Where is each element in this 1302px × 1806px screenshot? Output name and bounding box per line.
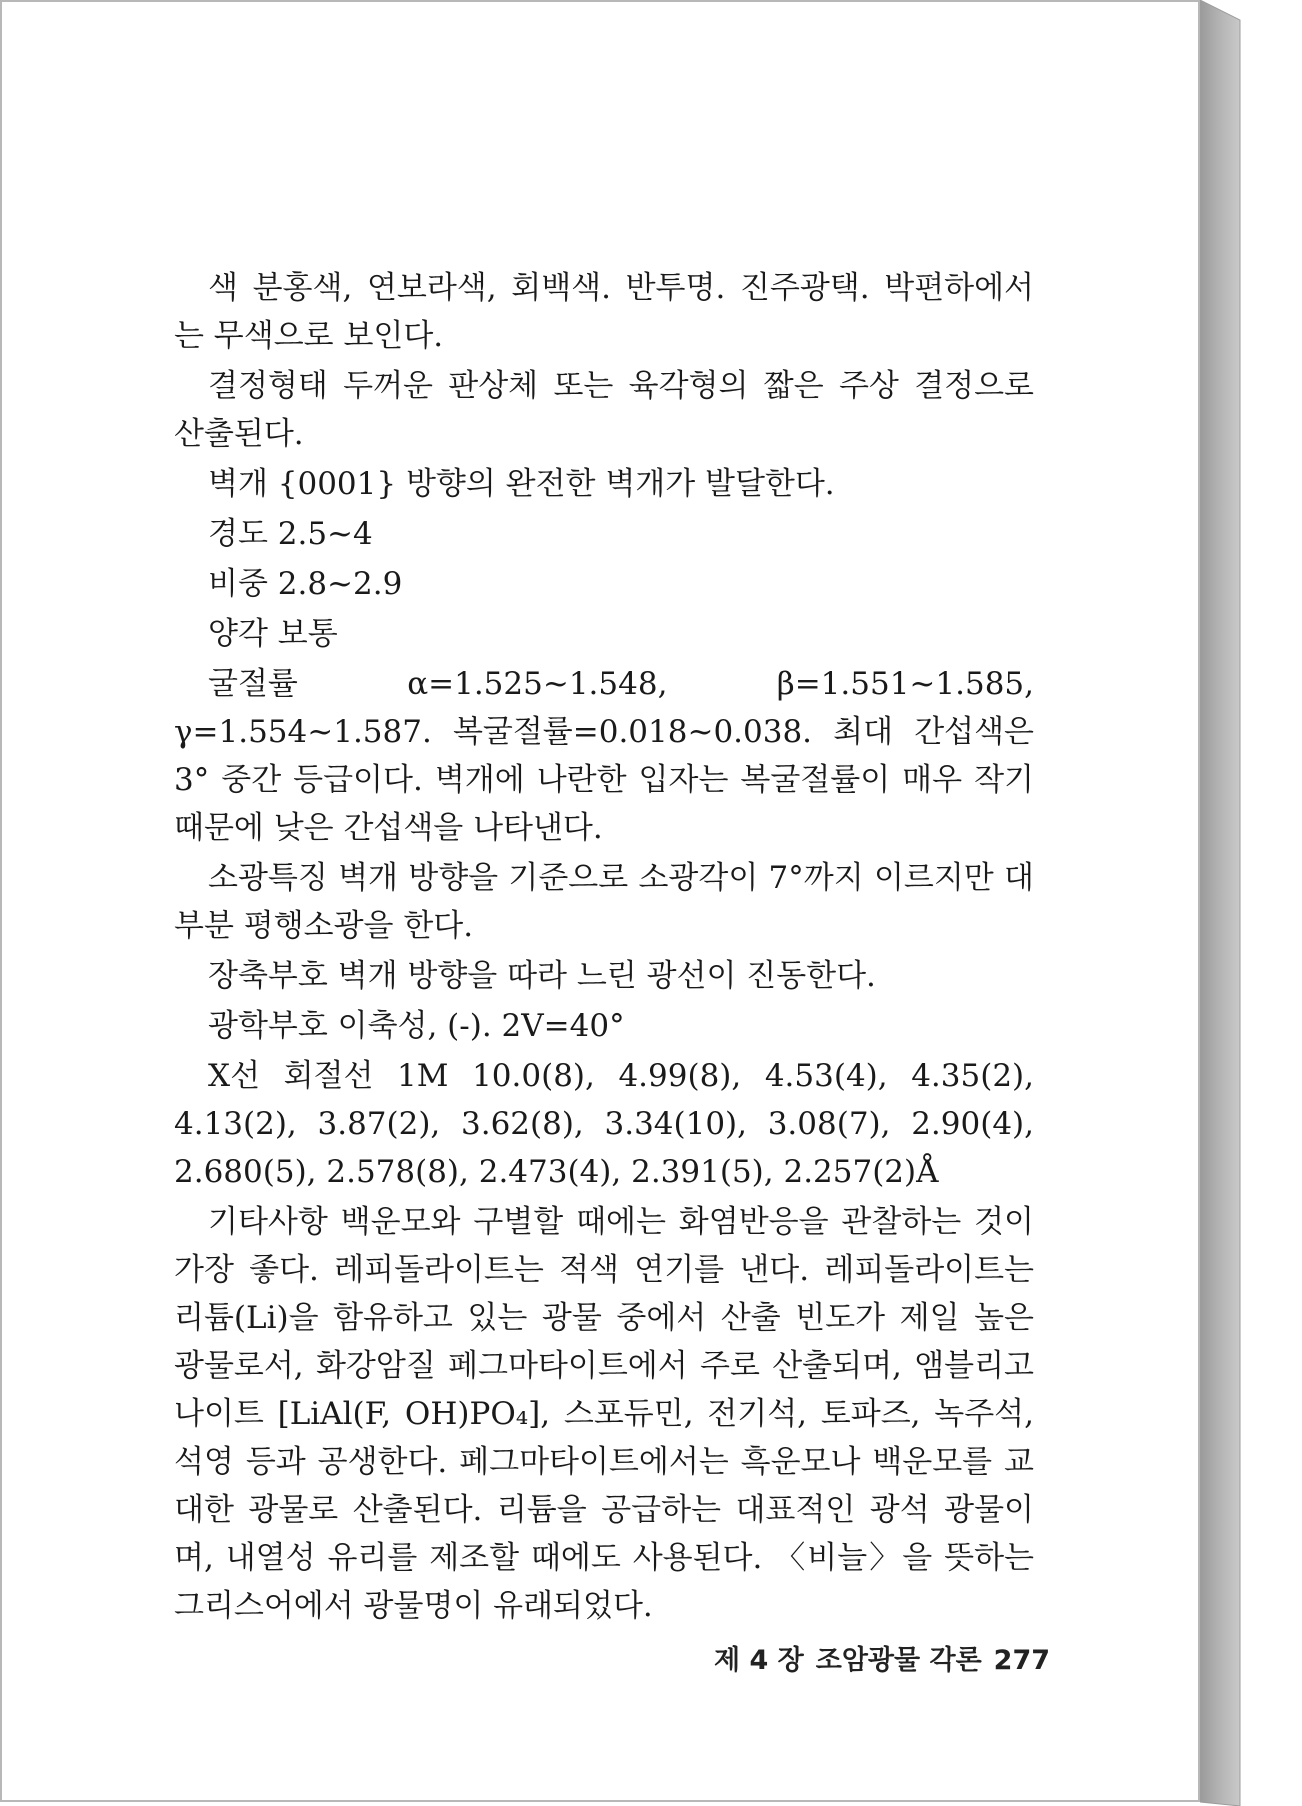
paragraph-specific-gravity: 비중 2.8~2.9 bbox=[208, 566, 403, 602]
footer-title: 조암광물 각론 bbox=[815, 1645, 982, 1676]
footer-chapter: 제 4 장 bbox=[714, 1645, 804, 1676]
paragraph-remarks: 기타사항 백운모와 구별할 때에는 화염반응을 관찰하는 것이 가장 좋다. 레피돌라이트는 적색 연기를 낸다. 레피돌라이트는 리튬(Li)을 함유하고 있는 광물 중에서 산출 빈도가 제일 높은 광물로서, 화강암질 페그마타이트에서 주로 산출되며, 앰블리고나이트 [LiAl(F, OH)PO₄], 스포듀민, 전기석, 토파즈, 녹주석, 석영 등과 공생한다. 페그마타이트에서는 흑운모나 백운모를 교대한 광물로 산출된다. 리튬을 공급하는 대표적인 광석 광물이며, 내열성 유리를 제조할 때에도 사용된다. 〈비늘〉을 뜻하는 그리스어에서 광물명이 유래되었다. bbox=[174, 1204, 1034, 1624]
page-body bbox=[174, 264, 1034, 1632]
paragraph-cleavage: 벽개 {0001} 방향의 완전한 벽개가 발달한다. bbox=[208, 466, 835, 502]
book-spine-edge bbox=[1200, 0, 1302, 1806]
page-number: 277 bbox=[993, 1645, 1051, 1676]
paragraph-color: 색 분홍색, 연보라색, 회백색. 반투명. 진주광택. 박편하에서는 무색으로 보인다. bbox=[174, 270, 1034, 354]
paragraph-optic-sign: 광학부호 이축성, (-). 2V=40° bbox=[208, 1008, 625, 1044]
paragraph-crystal-form: 결정형태 두꺼운 판상체 또는 육각형의 짧은 주상 결정으로 산출된다. bbox=[174, 368, 1034, 452]
page-footer bbox=[702, 1638, 1051, 1677]
paragraph-refractive-index: 굴절률 α=1.525~1.548, β=1.551~1.585, γ=1.554~1.587. 복굴절률=0.018~0.038. 최대 간섭색은 3° 중간 등급이다. 벽개에 나란한 입자는 복굴절률이 매우 작기 때문에 낮은 간섭색을 나타낸다. bbox=[174, 666, 1034, 846]
paragraph-elongation-sign: 장축부호 벽개 방향을 따라 느린 광선이 진동한다. bbox=[208, 958, 876, 994]
paragraph-xray-diffraction: X선 회절선 1M 10.0(8), 4.99(8), 4.53(4), 4.35(2), 4.13(2), 3.87(2), 3.62(8), 3.34(10), 3.08(7), 2.90(4), 2.680(5), 2.578(8), 2.473(4), 2.391(5), 2.257(2)Å bbox=[174, 1058, 1034, 1190]
paragraph-hardness: 경도 2.5~4 bbox=[208, 516, 373, 552]
paragraph-extinction: 소광특징 벽개 방향을 기준으로 소광각이 7°까지 이르지만 대부분 평행소광을 한다. bbox=[174, 860, 1034, 944]
paragraph-relief: 양각 보통 bbox=[208, 616, 338, 652]
